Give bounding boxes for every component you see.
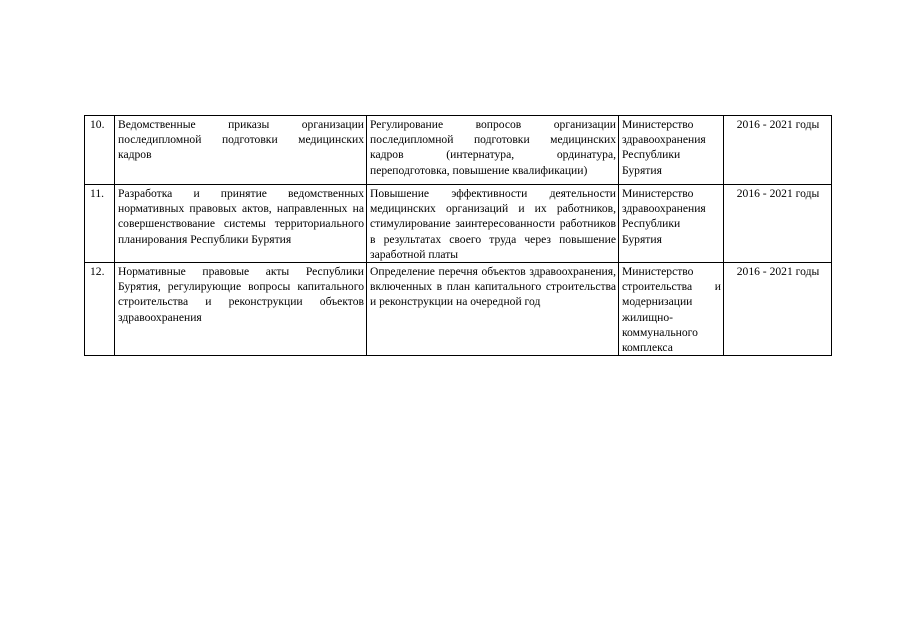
goal-cell: Регулирование вопросов организации последипломной подготовки медицинских кадров (интернатура, ординатура, переподготовка, повышение квалификации) bbox=[367, 116, 619, 185]
activity-cell: Ведомственные приказы организации последипломной подготовки медицинских кадров bbox=[115, 116, 367, 185]
table-row bbox=[85, 185, 832, 263]
activity-cell: Разработка и принятие ведомственных нормативных правовых актов, направленных на совершенствование системы территориального планирования Республики Бурятия bbox=[115, 185, 367, 263]
table-row bbox=[85, 116, 832, 185]
period-cell: 2016 - 2021 годы bbox=[724, 116, 832, 185]
activity-cell: Нормативные правовые акты Республики Бурятия, регулирующие вопросы капитального строительства и реконструкции объектов здравоохранения bbox=[115, 263, 367, 356]
table-row bbox=[85, 263, 832, 356]
row-number-cell: 11. bbox=[85, 185, 115, 263]
goal-cell: Повышение эффективности деятельности медицинских организаций и их работников, стимулирование заинтересованности работников в результатах своего труда через повышение заработной платы bbox=[367, 185, 619, 263]
row-number-cell: 10. bbox=[85, 116, 115, 185]
responsible-cell: Министерство здравоохранения Республики Бурятия bbox=[619, 185, 724, 263]
responsible-cell: Министерство строительства и модернизации жилищно-коммунального комплекса bbox=[619, 263, 724, 356]
goal-cell: Определение перечня объектов здравоохранения, включенных в план капитального строительства и реконструкции на очередной год bbox=[367, 263, 619, 356]
period-cell: 2016 - 2021 годы bbox=[724, 185, 832, 263]
period-cell: 2016 - 2021 годы bbox=[724, 263, 832, 356]
measures-table bbox=[84, 115, 832, 356]
responsible-cell: Министерство здравоохранения Республики Бурятия bbox=[619, 116, 724, 185]
row-number-cell: 12. bbox=[85, 263, 115, 356]
